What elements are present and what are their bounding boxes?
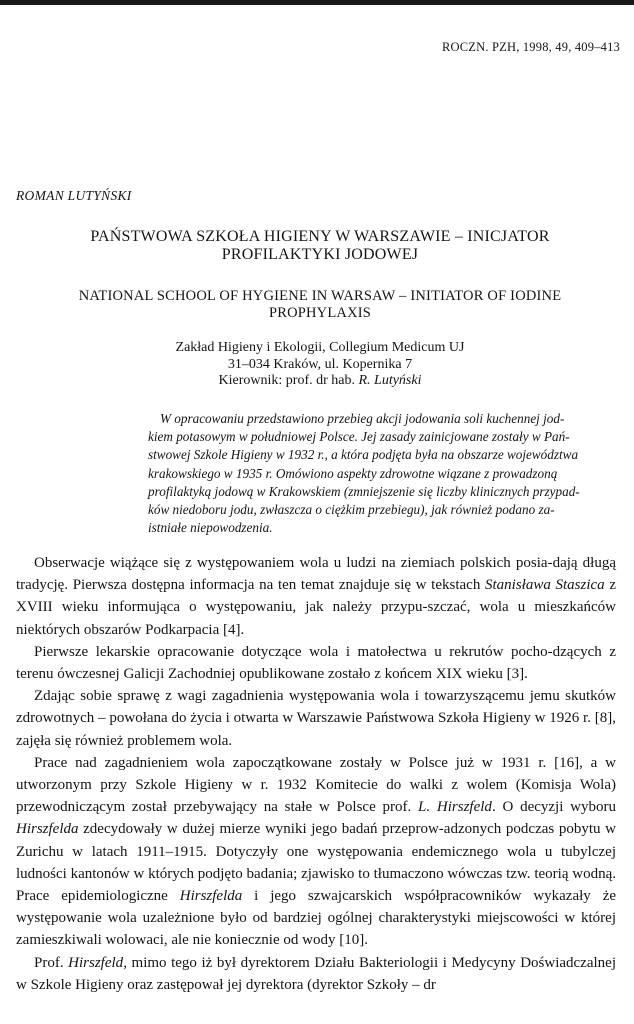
text-run: . O decyzji wyboru <box>491 799 617 816</box>
person-name: Hirszfelda <box>179 888 243 905</box>
affiliation-line-2: 31–034 Kraków, ul. Kopernika 7 <box>227 356 413 372</box>
affiliation-line-3 <box>20 373 620 390</box>
text-run: z XVIII wieku informująca o występowaniu, jak należy przypu-szczać, wola u mieszkańców niektórych obszarów Podkarpacia [4]. <box>16 577 616 638</box>
paragraph-5 <box>16 952 616 996</box>
paragraph-3: Zdając sobie sprawę z wagi zagadnienia występowania wola i towarzyszącemu jemu skutków zdrowotnych – powołana do życia i otwarta w Warszawie Państwowa Szkoła Higieny w 1926 r. [8], zajęła się również problemem wola. <box>16 688 616 749</box>
title-polish-line-2: PROFILAKTYKI JODOWEJ <box>221 246 419 263</box>
abstract-line: W opracowaniu przedstawiono przebieg akcji jodowania soli kuchennej jod- <box>160 411 565 426</box>
text-run: Prof. <box>34 954 69 971</box>
abstract-line: ków niedoboru jodu, zwłaszcza o ciężkim przebiegu), jak również podano za- <box>148 502 555 518</box>
person-name: Hirszfelda <box>16 821 79 838</box>
title-english-line-1: NATIONAL SCHOOL OF HYGIENE IN WARSAW – INITIATOR OF IODINE <box>78 288 562 304</box>
title-polish-line-1: PAŃSTWOWA SZKOŁA HIGIENY W WARSZAWIE – INICJATOR <box>90 228 550 245</box>
paragraph-4 <box>16 752 616 952</box>
text-run: , mimo tego iż był dyrektorem Działu Bakteriologii i Medycyny Doświadczalnej w Szkole Higieny oraz zastępował jej dyrektora (dyrektor Szkoły – dr <box>16 954 616 993</box>
author-name: ROMAN LUTYŃSKI <box>16 188 132 203</box>
abstract-line: profilaktyką jodową w Krakowskiem (zmniejszenie się liczby klinicznych przypad- <box>148 483 580 499</box>
person-name: L. Hirszfeld <box>418 799 492 816</box>
paragraph-2: Pierwsze lekarskie opracowanie dotyczące wola i matołectwa u rekrutów pocho-dzących z terenu ówczesnej Galicji Zachodniej opublikowane zostało z końcem XIX wieku [3]. <box>16 643 616 683</box>
abstract-line: stwowej Szkole Higieny w 1932 r., a która podjęta była na obszarze województwa <box>148 447 579 463</box>
title-polish <box>20 228 620 264</box>
text-run: i jego szwajcarskich współpracowników wykazały że występowanie wola uzależnione było od bardziej ogólnej charakterystyki miejscowości w której zamieszkiwali wolowaci, ale nie koniecznie od wody [10]. <box>16 888 617 949</box>
affiliation-line-1: Zakład Higieny i Ekologii, Collegium Medicum UJ <box>175 340 465 355</box>
abstract <box>148 410 614 537</box>
person-name: Stanisława Staszica <box>484 577 605 594</box>
page-top-edge <box>0 0 634 5</box>
title-english-line-2: PROPHYLAXIS <box>268 305 372 321</box>
paragraph-1 <box>16 552 616 641</box>
text-run: zdecydowały w dużej mierze wyniki jego badań przeprow-adzonych podczas pobytu w Zurichu w latach 1911–1915. Dotyczyły one występowania endemicznego wola u tubylczej ludności kantonów w których podjęto badania; zjawisko to tłumaczono wówczas tzw. teorią wodną. Prace epidemiologiczne <box>16 821 616 905</box>
person-name: Hirszfeld <box>68 954 124 971</box>
affiliation-head-name: R. Lutyński <box>358 373 422 388</box>
journal-reference: ROCZN. PZH, 1998, 49, 409–413 <box>441 40 620 54</box>
affiliation <box>20 340 620 390</box>
abstract-line: krakowskiego w 1935 r. Omówiono aspekty zdrowotne wiązane z prowadzoną <box>148 465 558 481</box>
text-run: Prace nad zagadnieniem wola zapoczątkowane zostały w Polsce już w 1931 r. [16], a w utworzonym przy Szkole Higieny w r. 1932 Komitecie do walki z wolem (Komisja Wola) przewodniczącym został przebywający na stałe w Polsce prof. <box>16 754 616 816</box>
text-run: Obserwacje wiążące się z występowaniem wola u ludzi na ziemiach polskich posia-dają długą tradycję. Pierwsza dostępna informacja na ten temat znajduje się w tekstach <box>16 555 616 594</box>
title-english <box>20 288 620 322</box>
abstract-line: istniałe niepowodzenia. <box>148 520 273 536</box>
affiliation-head-label: Kierownik: prof. dr hab. <box>218 373 359 388</box>
body-text <box>16 552 616 996</box>
abstract-line: kiem potasowym w południowej Polsce. Jej zasady zainicjowane zostały w Pań- <box>148 429 570 445</box>
